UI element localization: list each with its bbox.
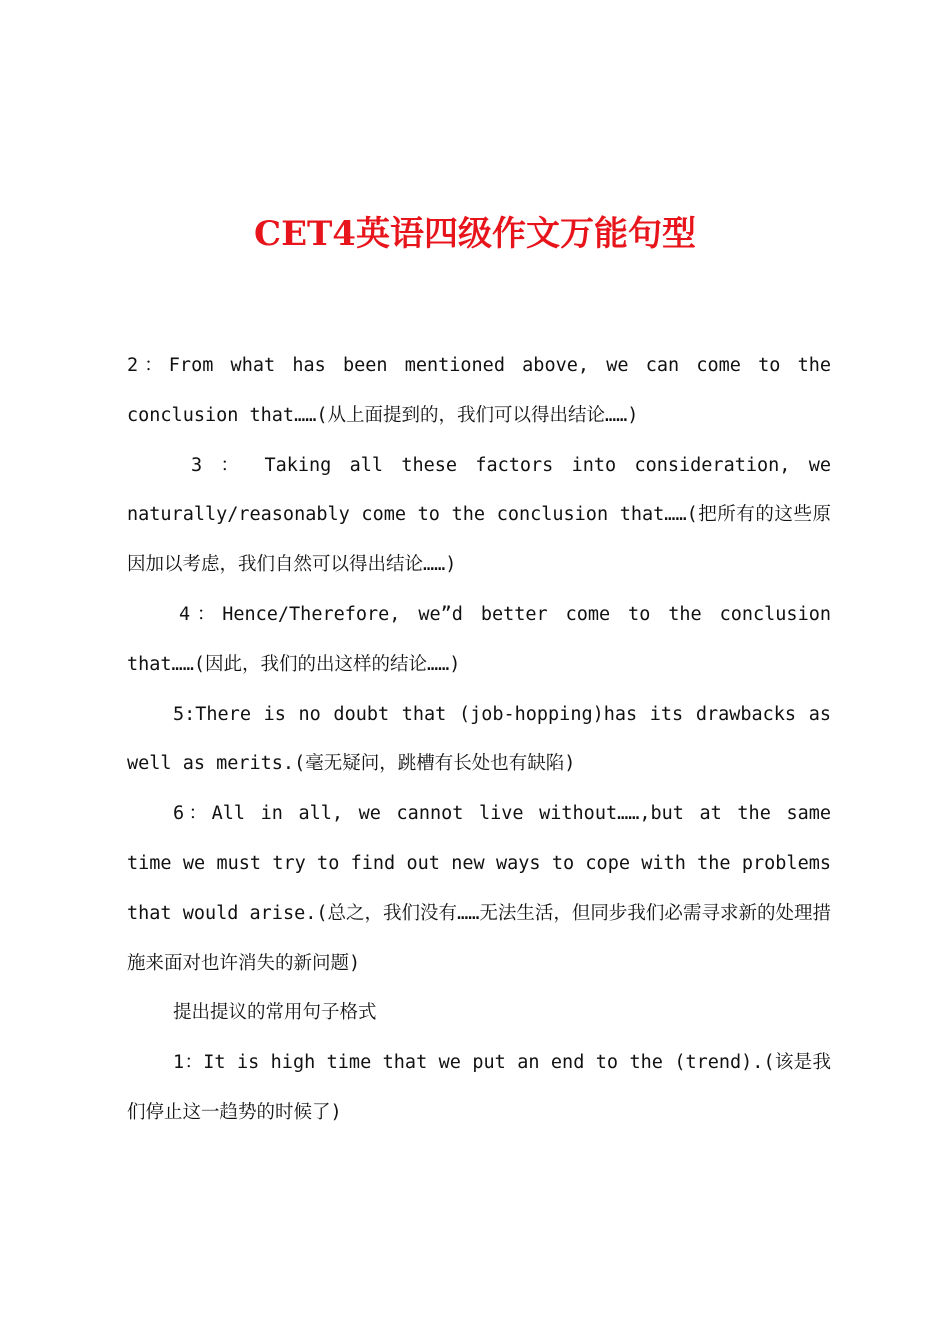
paragraph-5: 5:There is no doubt that (job-hopping)has its drawbacks as well as merits.(毫无疑问，跳槽有长处也有缺陷): [127, 703, 831, 775]
paragraph-2: 2：From what has been mentioned above, we can come to the conclusion that……(从上面提到的，我们可以得出结论……): [127, 355, 831, 426]
paragraph-suggestion-1: 1：It is high time that we put an end to the (trend).(该是我们停止这一趋势的时候了): [127, 1052, 831, 1123]
paragraph-3: 3 ： Taking all these factors into consideration, we naturally/reasonably come to the conclusion that……(把所有的这些原因加以考虑，我们自然可以得出结论……): [127, 454, 831, 576]
document-title: CET4英语四级作文万能句型: [254, 214, 696, 254]
document-body: [127, 341, 831, 1138]
section-heading-suggestions: 提出提议的常用句子格式: [173, 1002, 377, 1024]
paragraph-6: 6：All in all, we cannot live without……,but at the same time we must try to find out new ways to cope with the problems that would arise.(总之，我们没有……无法生活，但同步我们必需寻求新的处理措施来面对也许消失的新问题): [127, 803, 831, 974]
paragraph-4: 4：Hence/Therefore, we”d better come to the conclusion that……(因此，我们的出这样的结论……): [127, 603, 831, 675]
